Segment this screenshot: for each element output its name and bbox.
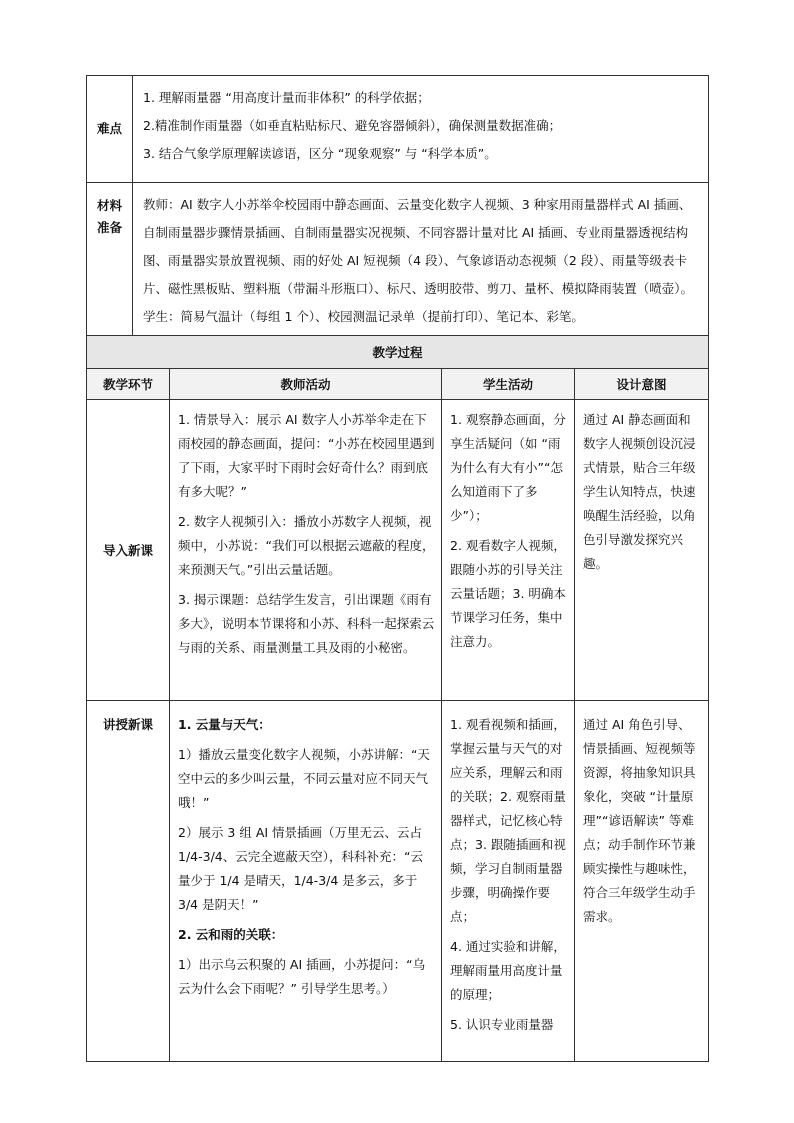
- process-table: [86, 335, 709, 1062]
- materials-row: [87, 183, 709, 336]
- teach-student-p2: 4. 通过实验和讲解，理解雨量用高度计量的原理；: [450, 939, 566, 1002]
- difficulty-item-2: 2.精准制作雨量器（如垂直粘贴标尺、避免容器倾斜），确保测量数据准确；: [143, 118, 562, 133]
- intro-teacher-p3: 3. 揭示课题：总结学生发言，引出课题《雨有多大》，说明本节课将和小苏、科科一起探索云与雨的关系、雨量测量工具及雨的小秘密。: [178, 592, 435, 655]
- materials-label-line1: 材料: [96, 198, 122, 213]
- header-stage: 教学环节: [87, 369, 170, 400]
- teach-student-p1: 1. 观看视频和插画，掌握云量与天气的对应关系，理解云和雨的关联；2. 观察雨量器样式，记忆核心特点；3. 跟随插画和视频，学习自制雨量器步骤，明确操作要点；: [450, 717, 566, 924]
- intro-intent: [575, 400, 709, 701]
- materials-label: [87, 183, 133, 336]
- teach-teacher-p2: 2）展示 3 组 AI 情景插画（万里无云、云占 1/4-3/4、云完全遮蔽天空），科科补充：“云量少于 1/4 是晴天，1/4-3/4 是多云，多于 3/4 是阴天！”: [178, 825, 423, 912]
- difficulty-item-3: 3. 结合气象学原理解读谚语，区分 “现象观察” 与 “科学本质”。: [143, 146, 497, 161]
- intro-teacher-p2: 2. 数字人视频引入：播放小苏数字人视频，视频中，小苏说：“我们可以根据云遮蔽的程度，来预测天气。”引出云量话题。: [178, 514, 435, 577]
- intro-teacher-p1: 1. 情景导入：展示 AI 数字人小苏举伞走在下雨校园的静态画面，提问：“小苏在校园里遇到了下雨，大家平时下雨时会好奇什么？雨到底有多大呢？”: [178, 412, 435, 499]
- intro-student-p2: 2. 观看数字人视频，跟随小苏的引导关注云量话题；3. 明确本节课学习任务，集中注意力。: [450, 538, 566, 649]
- process-header-row: [87, 369, 709, 400]
- intro-intent-text: 通过 AI 静态画面和数字人视频创设沉浸式情景，贴合三年级学生认知特点，快速唤醒生活经验，以角色引导激发探究兴趣。: [583, 412, 696, 571]
- intro-student: [442, 400, 575, 701]
- materials-student: 学生：简易气温计（每组 1 个）、校园测温记录单（提前打印）、笔记本、彩笔。: [143, 309, 584, 324]
- difficulty-label: 难点: [87, 76, 133, 183]
- intro-stage: 导入新课: [87, 400, 170, 701]
- header-student: 学生活动: [442, 369, 575, 400]
- difficulty-content: [133, 76, 709, 183]
- process-title: 教学过程: [87, 336, 709, 369]
- difficulty-row: [87, 76, 709, 183]
- teach-intent-text: 通过 AI 角色引导、情景插画、短视频等资源，将抽象知识具象化，突破 “计量原理”“谚语解读” 等难点；动手制作环节兼顾实操性与趣味性，符合三年级学生动手需求。: [583, 717, 696, 924]
- teach-intent: [575, 701, 709, 1062]
- teach-teacher-p1: 1）播放云量变化数字人视频，小苏讲解：“天空中云的多少叫云量，不同云量对应不同天气哦！”: [178, 747, 430, 810]
- teach-teacher: [170, 701, 442, 1062]
- teach-row: [87, 701, 709, 1062]
- teach-stage: 讲授新课: [87, 701, 170, 1062]
- teach-teacher-p3: 1）出示乌云积聚的 AI 插画，小苏提问：“乌云为什么会下雨呢？” 引导学生思考。）: [178, 957, 426, 996]
- teach-heading-2: 2. 云和雨的关联：: [178, 927, 284, 942]
- intro-row: [87, 400, 709, 701]
- teach-student-p3: 5. 认识专业雨量器: [450, 1017, 554, 1032]
- intro-teacher: [170, 400, 442, 701]
- teach-heading-1: 1. 云量与天气：: [178, 717, 271, 732]
- intro-student-p1: 1. 观察静态画面，分享生活疑问（如 “雨为什么有大有小”“怎么知道雨下了多少”）；: [450, 412, 566, 523]
- header-teacher: 教师活动: [170, 369, 442, 400]
- lesson-plan-sheet: [86, 75, 708, 1062]
- materials-label-line2: 准备: [96, 220, 122, 235]
- materials-content: [133, 183, 709, 336]
- top-table: [86, 75, 709, 336]
- header-intent: 设计意图: [575, 369, 709, 400]
- difficulty-item-1: 1. 理解雨量器 “用高度计量而非体积” 的科学依据；: [143, 90, 430, 105]
- teach-student: [442, 701, 575, 1062]
- materials-teacher: 教师：AI 数字人小苏举伞校园雨中静态画面、云量变化数字人视频、3 种家用雨量器样式 AI 插画、自制雨量器步骤情景插画、自制雨量器实况视频、不同容器计量对比 AI 插画、专业雨量器透视结构图、雨量器实景放置视频、雨的好处 AI 短视频（4 段）、气象谚语动态视频（2 段）、雨量等级表卡片、磁性黑板贴、塑料瓶（带漏斗形瓶口）、标尺、透明胶带、剪刀、量杯、模拟降雨装置（喷壶）。: [143, 197, 694, 296]
